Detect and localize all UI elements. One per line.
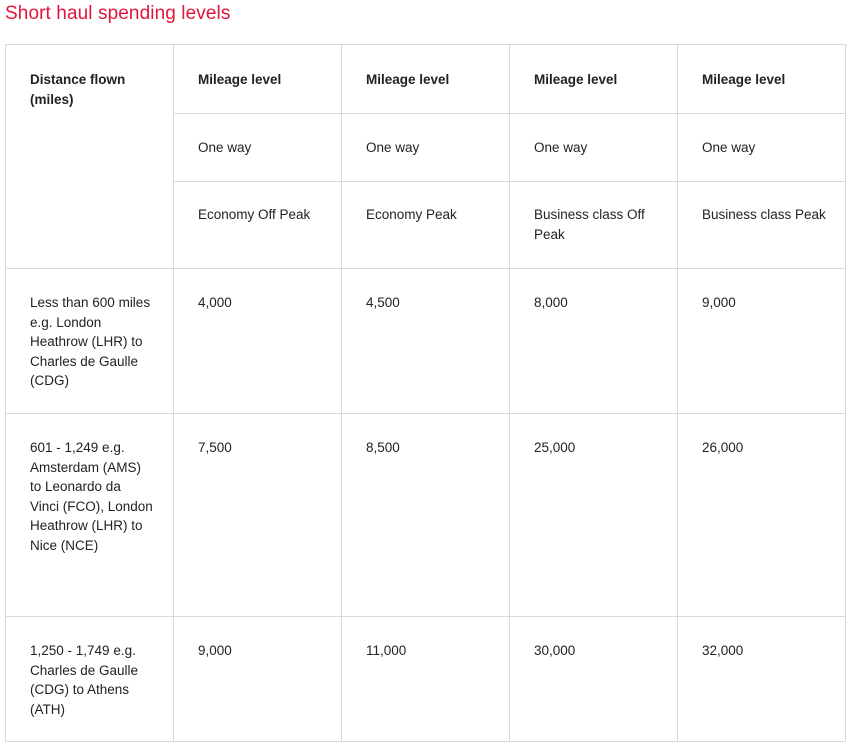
mileage-value-cell: 4,500 xyxy=(342,269,510,414)
mileage-value-cell: 8,500 xyxy=(342,414,510,617)
mileage-value-cell: 32,000 xyxy=(678,617,846,742)
header-business-peak: Business class Peak xyxy=(678,182,846,269)
distance-cell: Less than 600 miles e.g. London Heathrow (LHR) to Charles de Gaulle (CDG) xyxy=(6,269,174,414)
header-one-way: One way xyxy=(342,114,510,182)
header-row-mileage-level xyxy=(6,45,846,114)
table-row xyxy=(6,617,846,742)
header-economy-off-peak: Economy Off Peak xyxy=(174,182,342,269)
mileage-value-cell: 26,000 xyxy=(678,414,846,617)
mileage-value-cell: 30,000 xyxy=(510,617,678,742)
header-mileage-level: Mileage level xyxy=(678,45,846,114)
header-mileage-level: Mileage level xyxy=(174,45,342,114)
header-one-way: One way xyxy=(678,114,846,182)
mileage-value-cell: 4,000 xyxy=(174,269,342,414)
header-one-way: One way xyxy=(510,114,678,182)
distance-cell: 601 - 1,249 e.g. Amsterdam (AMS) to Leonardo da Vinci (FCO), London Heathrow (LHR) to Nice (NCE) xyxy=(6,414,174,617)
table-row xyxy=(6,414,846,617)
short-haul-spending-table xyxy=(5,44,846,742)
mileage-value-cell: 8,000 xyxy=(510,269,678,414)
header-business-off-peak: Business class Off Peak xyxy=(510,182,678,269)
table-row xyxy=(6,269,846,414)
mileage-value-cell: 25,000 xyxy=(510,414,678,617)
mileage-value-cell: 9,000 xyxy=(174,617,342,742)
mileage-value-cell: 9,000 xyxy=(678,269,846,414)
distance-cell: 1,250 - 1,749 e.g. Charles de Gaulle (CDG) to Athens (ATH) xyxy=(6,617,174,742)
header-economy-peak: Economy Peak xyxy=(342,182,510,269)
header-distance-flown: Distance flown (miles) xyxy=(6,45,174,269)
mileage-value-cell: 11,000 xyxy=(342,617,510,742)
mileage-value-cell: 7,500 xyxy=(174,414,342,617)
page-title: Short haul spending levels xyxy=(5,3,231,24)
header-mileage-level: Mileage level xyxy=(510,45,678,114)
header-mileage-level: Mileage level xyxy=(342,45,510,114)
header-one-way: One way xyxy=(174,114,342,182)
